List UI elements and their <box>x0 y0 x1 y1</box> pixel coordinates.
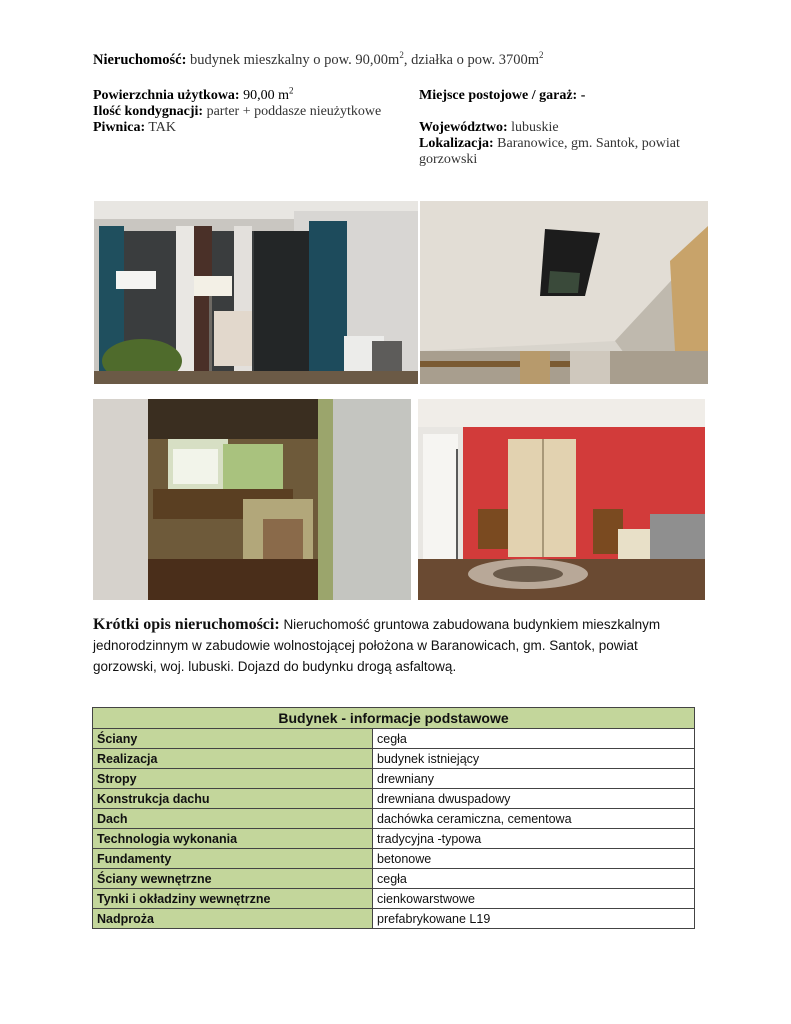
row-value: tradycyjna -typowa <box>373 829 695 849</box>
property-text-2: , działka o pow. 3700m <box>403 52 540 68</box>
description-heading: Krótki opis nieruchomości: <box>93 616 280 633</box>
location-value: Baranowice, gm. Santok, powiat gorzowski <box>419 136 680 167</box>
table-row <box>93 789 695 809</box>
property-label: Nieruchomość: <box>93 52 187 68</box>
area-line <box>93 85 393 104</box>
description-text: Nieruchomość gruntowa zabudowana budynkiem mieszkalnym jednorodzinnym w zabudowie wolnostojącej położona w Baranowicach, gm. Santok, powiat gorzowski, woj. lubuski. Dojazd do budynku drogą asfaltową. <box>93 617 661 674</box>
floors-line <box>93 104 393 120</box>
row-value: drewniany <box>373 769 695 789</box>
voivodeship-line <box>419 120 709 136</box>
basement-value: TAK <box>148 120 177 135</box>
short-description <box>93 614 703 677</box>
row-value: drewniana dwuspadowy <box>373 789 695 809</box>
property-summary <box>93 52 544 69</box>
location-line <box>419 136 709 168</box>
voivodeship-label: Województwo: <box>419 120 508 135</box>
table-header: Budynek - informacje podstawowe <box>93 708 695 729</box>
photo-living-room <box>94 201 418 384</box>
parking-label: Miejsce postojowe / garaż: - <box>419 88 586 103</box>
area-value: 90,00 m <box>243 88 289 103</box>
table-row <box>93 889 695 909</box>
table-header-row <box>93 708 695 729</box>
basement-label: Piwnica: <box>93 120 146 135</box>
property-sup-2: 2 <box>539 50 544 61</box>
details-right <box>419 88 709 168</box>
voivodeship-value: lubuskie <box>511 120 559 135</box>
row-key: Konstrukcja dachu <box>93 789 373 809</box>
table-row <box>93 729 695 749</box>
row-value: betonowe <box>373 849 695 869</box>
property-sup: 2 <box>399 50 404 61</box>
row-key: Dach <box>93 809 373 829</box>
row-value: cienkowarstwowe <box>373 889 695 909</box>
row-value: dachówka ceramiczna, cementowa <box>373 809 695 829</box>
row-key: Ściany wewnętrzne <box>93 869 373 889</box>
table-row <box>93 769 695 789</box>
location-label: Lokalizacja: <box>419 136 494 151</box>
table-row <box>93 909 695 929</box>
table-row <box>93 869 695 889</box>
table-row <box>93 749 695 769</box>
details-left <box>93 85 393 136</box>
table-row <box>93 829 695 849</box>
row-key: Ściany <box>93 729 373 749</box>
photo-attic <box>420 201 708 384</box>
row-key: Realizacja <box>93 749 373 769</box>
table-row <box>93 809 695 829</box>
row-key: Technologia wykonania <box>93 829 373 849</box>
row-key: Fundamenty <box>93 849 373 869</box>
area-sup: 2 <box>288 85 294 96</box>
building-info-table <box>92 707 695 929</box>
row-value: budynek istniejący <box>373 749 695 769</box>
photo-bedroom <box>418 399 705 600</box>
row-value: cegła <box>373 869 695 889</box>
photo-kitchen <box>93 399 411 600</box>
area-label: Powierzchnia użytkowa: <box>93 88 240 103</box>
row-key: Tynki i okładziny wewnętrzne <box>93 889 373 909</box>
floors-label: Ilość kondygnacji: <box>93 104 204 119</box>
row-value: prefabrykowane L19 <box>373 909 695 929</box>
row-value: cegła <box>373 729 695 749</box>
table-row <box>93 849 695 869</box>
row-key: Nadproża <box>93 909 373 929</box>
basement-line <box>93 120 393 136</box>
row-key: Stropy <box>93 769 373 789</box>
floors-value: parter + poddasze nieużytkowe <box>206 104 382 119</box>
parking-line <box>419 88 709 104</box>
property-text: budynek mieszkalny o pow. 90,00m <box>190 52 400 68</box>
